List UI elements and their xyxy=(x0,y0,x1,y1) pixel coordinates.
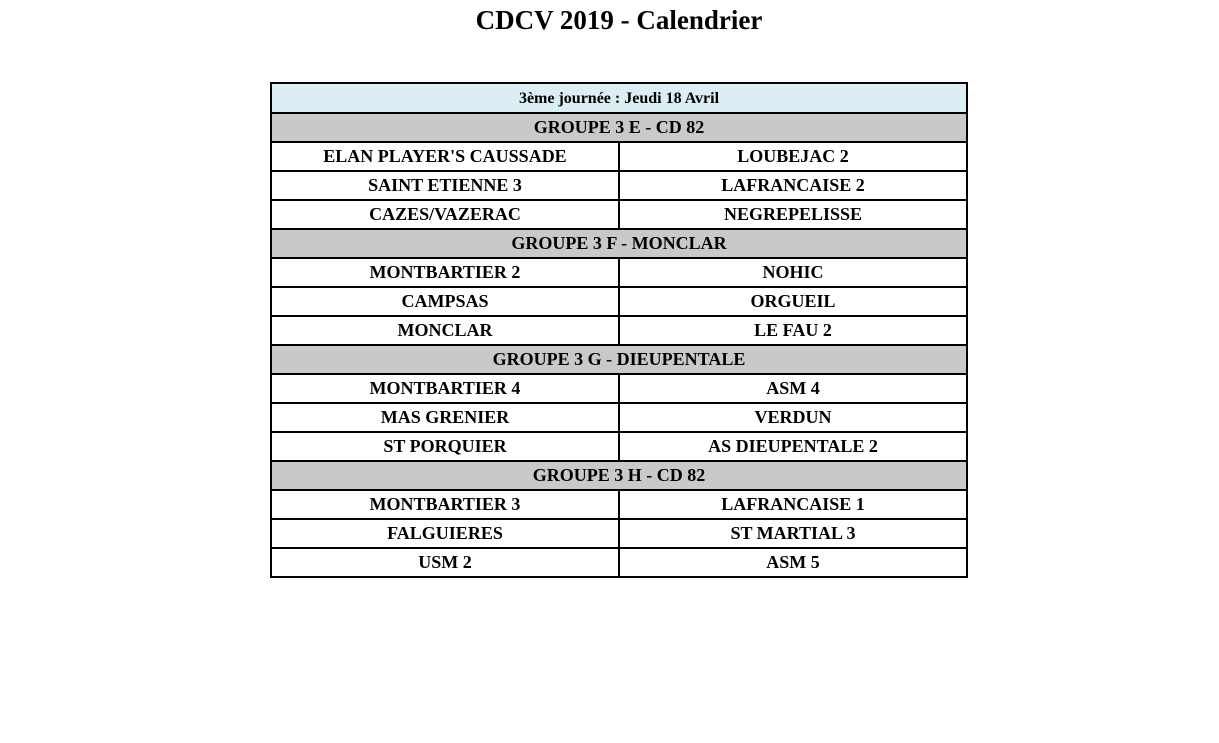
match-row xyxy=(271,548,967,577)
away-team: LAFRANCAISE 1 xyxy=(619,490,967,519)
group-header-row xyxy=(271,229,967,258)
page-title: CDCV 2019 - Calendrier xyxy=(475,5,763,35)
match-row xyxy=(271,287,967,316)
home-team: CAZES/VAZERAC xyxy=(271,200,619,229)
home-team: MONTBARTIER 2 xyxy=(271,258,619,287)
day-header-row xyxy=(271,83,967,113)
match-row xyxy=(271,519,967,548)
match-row xyxy=(271,142,967,171)
away-team: NOHIC xyxy=(619,258,967,287)
away-team: LAFRANCAISE 2 xyxy=(619,171,967,200)
group-header-row xyxy=(271,461,967,490)
group-header: GROUPE 3 H - CD 82 xyxy=(271,461,967,490)
home-team: MONTBARTIER 3 xyxy=(271,490,619,519)
home-team: USM 2 xyxy=(271,548,619,577)
home-team: MONTBARTIER 4 xyxy=(271,374,619,403)
group-header-row xyxy=(271,113,967,142)
match-row xyxy=(271,200,967,229)
match-row xyxy=(271,258,967,287)
away-team: LE FAU 2 xyxy=(619,316,967,345)
calendar-table xyxy=(270,82,968,578)
away-team: ASM 4 xyxy=(619,374,967,403)
match-row xyxy=(271,432,967,461)
match-row xyxy=(271,374,967,403)
home-team: ELAN PLAYER'S CAUSSADE xyxy=(271,142,619,171)
away-team: ST MARTIAL 3 xyxy=(619,519,967,548)
home-team: ST PORQUIER xyxy=(271,432,619,461)
away-team: AS DIEUPENTALE 2 xyxy=(619,432,967,461)
home-team: FALGUIERES xyxy=(271,519,619,548)
away-team: ASM 5 xyxy=(619,548,967,577)
match-row xyxy=(271,490,967,519)
away-team: ORGUEIL xyxy=(619,287,967,316)
away-team: VERDUN xyxy=(619,403,967,432)
home-team: MONCLAR xyxy=(271,316,619,345)
group-header: GROUPE 3 F - MONCLAR xyxy=(271,229,967,258)
day-header: 3ème journée : Jeudi 18 Avril xyxy=(271,83,967,113)
home-team: CAMPSAS xyxy=(271,287,619,316)
group-header-row xyxy=(271,345,967,374)
match-row xyxy=(271,403,967,432)
match-row xyxy=(271,171,967,200)
group-header: GROUPE 3 G - DIEUPENTALE xyxy=(271,345,967,374)
home-team: MAS GRENIER xyxy=(271,403,619,432)
away-team: NEGREPELISSE xyxy=(619,200,967,229)
away-team: LOUBEJAC 2 xyxy=(619,142,967,171)
home-team: SAINT ETIENNE 3 xyxy=(271,171,619,200)
group-header: GROUPE 3 E - CD 82 xyxy=(271,113,967,142)
match-row xyxy=(271,316,967,345)
